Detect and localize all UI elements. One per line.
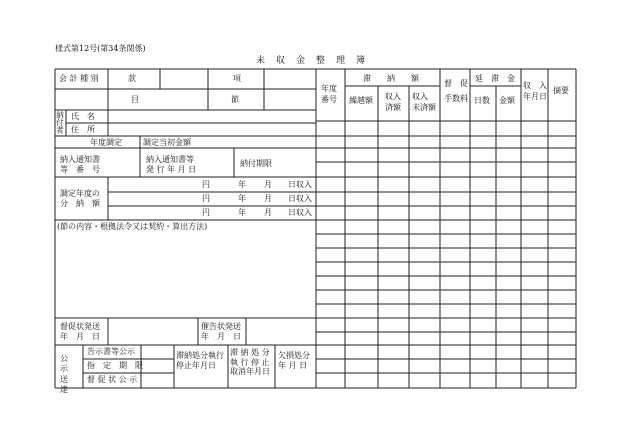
form-number: 様式第12号(第34条関係): [55, 44, 146, 53]
shimei-label: 氏 名: [71, 112, 95, 121]
shitei-kigen-label: 指 定 期 限: [87, 361, 143, 370]
tsuki-unit: 月: [264, 180, 272, 189]
chotei-tosho-gaku-label: 調定当初金額: [143, 138, 191, 147]
setsu-label: 節: [231, 95, 239, 104]
nendo-bango-label: 年度 番号: [321, 84, 337, 105]
taino-shobun-shikko-label: 滞納処分執行 停止年月日: [176, 351, 224, 371]
saikoku-hasso-label: 催告状発送 年 月 日: [201, 322, 241, 341]
kesson-shobun-label: 欠損処分 年 月 日: [278, 351, 310, 371]
yen-unit: 円: [202, 180, 210, 189]
tokusoku-label: 督 促: [444, 79, 468, 88]
tokusoku-koji-label: 督 促 状 公 示: [87, 375, 138, 384]
hi-shunyu-unit: 日収入: [288, 194, 312, 203]
kou-label: 項: [233, 74, 241, 83]
kaikei-shubetsu-label: 会 計 種 別: [59, 74, 99, 83]
tsuki-unit: 月: [264, 194, 272, 203]
tekiyo-label: 摘要: [553, 86, 569, 95]
nounyu-tsuchisho-bango-label: 納入通知書 等 番 号: [60, 155, 100, 174]
taino-gaku-label: 滞 納 額: [363, 74, 419, 83]
tsuki-unit: 月: [264, 208, 272, 217]
kan-label: 款: [128, 74, 136, 83]
nendo-chotei-label: 年度調定: [90, 138, 122, 147]
nofusha-label: 納付者: [55, 111, 65, 134]
kingaku-label: 金額: [499, 96, 515, 105]
koji-sotatsu-label: 公示送達: [60, 354, 71, 395]
nofu-kigen-label: 納付期限: [240, 159, 272, 168]
hi-shunyu-unit: 日収入: [288, 208, 312, 217]
taino-shobun-torikeshi-label: 滞 納 処 分 執 行 停 止 取消年月日: [230, 348, 270, 377]
entai-kin-label: 延 滞 金: [475, 74, 515, 83]
nounyu-tsuchisho-hakkobi-label: 納入通知書等 発 行 年 月 日: [146, 155, 197, 174]
setsu-naiyo-label: (節の内容・根拠法令又は契約・算出方法): [57, 222, 208, 231]
jusho-label: 住 所: [71, 125, 95, 134]
nen-unit: 年: [238, 194, 246, 203]
shunyu-mi-label: 収入 未済額: [412, 92, 436, 113]
nen-unit: 年: [238, 180, 246, 189]
moku-label: 目: [131, 95, 139, 104]
shunyu-nengappi-label: 収 入 年月日: [523, 81, 547, 102]
kokujisho-koji-label: 告示書等公示: [87, 347, 135, 356]
bunno-gaku-label: 調定年度の 分 納 額: [60, 189, 100, 208]
yen-unit: 円: [202, 194, 210, 203]
tokusoku-hasso-label: 督促状発送 年 月 日: [60, 322, 100, 341]
nen-unit: 年: [238, 208, 246, 217]
tesuryo-label: 手数料: [444, 94, 468, 103]
kurikoshi-gaku-label: 繰越額: [349, 96, 373, 105]
page-title: 未 収 金 整 理 簿: [256, 56, 367, 66]
nissu-label: 日数: [474, 96, 490, 105]
shunyu-sumi-label: 収入 済額: [385, 92, 401, 113]
hi-shunyu-unit: 日収入: [288, 180, 312, 189]
yen-unit: 円: [202, 208, 210, 217]
